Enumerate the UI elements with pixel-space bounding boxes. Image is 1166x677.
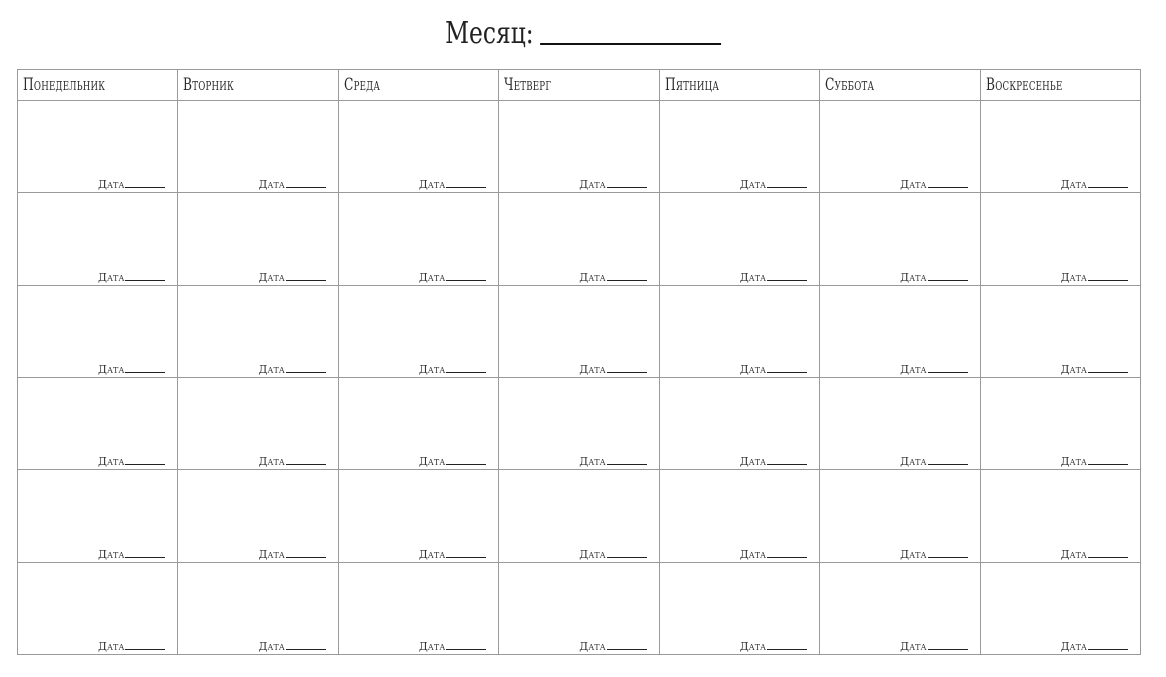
calendar-day-cell[interactable] — [820, 377, 980, 469]
calendar-day-cell[interactable] — [178, 377, 338, 469]
date-label: Дата — [579, 270, 606, 284]
calendar-day-cell[interactable] — [659, 101, 819, 193]
date-label: Дата — [579, 547, 606, 561]
calendar-day-cell[interactable] — [178, 470, 338, 562]
date-field — [98, 271, 165, 284]
calendar-day-cell[interactable] — [18, 193, 178, 285]
date-blank-line[interactable] — [125, 557, 165, 558]
calendar-day-cell[interactable] — [338, 101, 498, 193]
date-blank-line[interactable] — [125, 464, 165, 465]
date-blank-line[interactable] — [607, 187, 647, 188]
date-label: Дата — [418, 362, 446, 376]
date-blank-line[interactable] — [928, 372, 968, 373]
date-blank-line[interactable] — [286, 464, 326, 465]
date-field — [258, 178, 325, 191]
weekday-header-thursday — [499, 70, 659, 101]
date-label: Дата — [1060, 178, 1087, 192]
date-label: Дата — [739, 455, 767, 469]
date-label: Дата — [900, 178, 927, 192]
date-field — [1061, 455, 1128, 468]
calendar-day-cell[interactable] — [18, 285, 178, 377]
calendar-day-cell[interactable] — [499, 101, 659, 193]
date-label: Дата — [98, 362, 125, 376]
weekday-header-monday — [18, 70, 178, 101]
weekday-header-saturday — [820, 70, 980, 101]
weekday-label: Понедельник — [23, 75, 106, 95]
calendar-week-row — [18, 101, 1141, 193]
date-field — [740, 640, 807, 653]
calendar-day-cell[interactable] — [980, 285, 1140, 377]
date-field — [900, 363, 967, 376]
date-field — [740, 363, 807, 376]
date-label: Дата — [900, 547, 927, 561]
date-blank-line[interactable] — [125, 649, 165, 650]
date-blank-line[interactable] — [928, 464, 968, 465]
date-field — [419, 455, 486, 468]
date-blank-line[interactable] — [286, 280, 326, 281]
date-label: Дата — [739, 178, 767, 192]
weekday-label: Суббота — [825, 75, 875, 95]
calendar-day-cell[interactable] — [980, 193, 1140, 285]
date-label: Дата — [418, 640, 446, 653]
calendar-day-cell[interactable] — [980, 562, 1140, 654]
calendar-day-cell[interactable] — [659, 285, 819, 377]
calendar-day-cell[interactable] — [659, 377, 819, 469]
date-blank-line[interactable] — [446, 280, 486, 281]
date-blank-line[interactable] — [286, 187, 326, 188]
date-blank-line[interactable] — [767, 557, 807, 558]
date-blank-line[interactable] — [446, 187, 486, 188]
date-blank-line[interactable] — [928, 187, 968, 188]
weekday-header-sunday — [980, 70, 1140, 101]
date-blank-line[interactable] — [607, 557, 647, 558]
date-field — [419, 271, 486, 284]
calendar-grid — [17, 69, 1141, 655]
date-blank-line[interactable] — [286, 557, 326, 558]
date-blank-line[interactable] — [1088, 464, 1128, 465]
calendar-day-cell[interactable] — [820, 285, 980, 377]
calendar-week-row — [18, 193, 1141, 285]
date-label: Дата — [418, 178, 446, 192]
date-field — [419, 363, 486, 376]
date-label: Дата — [579, 640, 606, 653]
date-label: Дата — [579, 362, 606, 376]
calendar-day-cell[interactable] — [338, 377, 498, 469]
date-label: Дата — [98, 547, 125, 561]
date-label: Дата — [579, 455, 606, 469]
date-label: Дата — [258, 270, 285, 284]
calendar-day-cell[interactable] — [980, 377, 1140, 469]
date-blank-line[interactable] — [767, 280, 807, 281]
date-label: Дата — [739, 547, 767, 561]
date-field — [900, 548, 967, 561]
date-blank-line[interactable] — [1088, 557, 1128, 558]
date-label: Дата — [258, 455, 285, 469]
weekday-label: Пятница — [664, 75, 719, 95]
date-blank-line[interactable] — [767, 464, 807, 465]
date-blank-line[interactable] — [1088, 280, 1128, 281]
date-label: Дата — [739, 640, 767, 653]
date-label: Дата — [258, 362, 285, 376]
month-label: Месяц: — [445, 16, 534, 51]
calendar-day-cell[interactable] — [18, 101, 178, 193]
date-blank-line[interactable] — [446, 372, 486, 373]
calendar-day-cell[interactable] — [338, 193, 498, 285]
calendar-day-cell[interactable] — [659, 562, 819, 654]
date-blank-line[interactable] — [125, 372, 165, 373]
month-blank-line[interactable] — [540, 42, 721, 45]
date-label: Дата — [418, 270, 446, 284]
date-field — [740, 178, 807, 191]
date-label: Дата — [418, 455, 446, 469]
date-field — [258, 271, 325, 284]
calendar-day-cell[interactable] — [18, 562, 178, 654]
date-label: Дата — [98, 178, 125, 192]
date-field — [579, 548, 646, 561]
date-blank-line[interactable] — [607, 649, 647, 650]
date-label: Дата — [900, 455, 927, 469]
date-field — [579, 363, 646, 376]
date-field — [1061, 548, 1128, 561]
calendar-day-cell[interactable] — [659, 470, 819, 562]
date-label: Дата — [258, 640, 285, 653]
calendar-day-cell[interactable] — [499, 193, 659, 285]
date-field — [579, 640, 646, 653]
date-field — [579, 271, 646, 284]
weekday-header-tuesday — [178, 70, 338, 101]
weekday-label: Среда — [343, 75, 381, 95]
calendar-day-cell[interactable] — [499, 377, 659, 469]
date-field — [419, 548, 486, 561]
date-field — [258, 640, 325, 653]
calendar-day-cell[interactable] — [980, 101, 1140, 193]
date-field — [740, 271, 807, 284]
date-field — [740, 455, 807, 468]
date-field — [98, 178, 165, 191]
date-blank-line[interactable] — [286, 649, 326, 650]
calendar-day-cell[interactable] — [18, 377, 178, 469]
calendar-body — [18, 101, 1141, 655]
date-blank-line[interactable] — [446, 649, 486, 650]
calendar-day-cell[interactable] — [178, 285, 338, 377]
date-field — [900, 640, 967, 653]
date-field — [900, 178, 967, 191]
date-field — [1061, 363, 1128, 376]
weekday-label: Воскресенье — [985, 75, 1063, 95]
weekday-header-wednesday — [338, 70, 498, 101]
date-field — [258, 548, 325, 561]
weekday-header-friday — [659, 70, 819, 101]
date-label: Дата — [739, 270, 767, 284]
date-label: Дата — [900, 362, 927, 376]
calendar-day-cell[interactable] — [659, 193, 819, 285]
date-field — [98, 548, 165, 561]
weekday-label: Вторник — [183, 75, 235, 95]
calendar-week-row — [18, 562, 1141, 654]
date-field — [258, 363, 325, 376]
date-field — [900, 455, 967, 468]
calendar-title — [128, 10, 1037, 58]
calendar-day-cell[interactable] — [178, 193, 338, 285]
calendar-week-row — [18, 285, 1141, 377]
date-field — [258, 455, 325, 468]
calendar-day-cell[interactable] — [338, 470, 498, 562]
date-label: Дата — [98, 455, 125, 469]
date-field — [740, 548, 807, 561]
calendar-day-cell[interactable] — [980, 470, 1140, 562]
date-label: Дата — [739, 362, 767, 376]
calendar-day-cell[interactable] — [178, 101, 338, 193]
date-field — [419, 178, 486, 191]
date-blank-line[interactable] — [767, 649, 807, 650]
calendar-week-row — [18, 377, 1141, 469]
date-field — [1061, 640, 1128, 653]
date-blank-line[interactable] — [446, 464, 486, 465]
date-label: Дата — [258, 547, 285, 561]
date-blank-line[interactable] — [607, 464, 647, 465]
date-field — [1061, 178, 1128, 191]
date-label: Дата — [1060, 362, 1087, 376]
calendar-day-cell[interactable] — [338, 562, 498, 654]
date-field — [98, 363, 165, 376]
date-blank-line[interactable] — [1088, 649, 1128, 650]
calendar-day-cell[interactable] — [499, 285, 659, 377]
date-label: Дата — [1060, 455, 1087, 469]
date-field — [579, 455, 646, 468]
calendar-day-cell[interactable] — [820, 193, 980, 285]
date-label: Дата — [1060, 640, 1087, 653]
date-blank-line[interactable] — [607, 280, 647, 281]
date-label: Дата — [1060, 547, 1087, 561]
date-blank-line[interactable] — [1088, 372, 1128, 373]
date-label: Дата — [258, 178, 285, 192]
date-blank-line[interactable] — [607, 372, 647, 373]
date-blank-line[interactable] — [1088, 187, 1128, 188]
date-blank-line[interactable] — [125, 187, 165, 188]
date-blank-line[interactable] — [928, 557, 968, 558]
calendar-day-cell[interactable] — [820, 470, 980, 562]
date-blank-line[interactable] — [928, 649, 968, 650]
date-field — [98, 455, 165, 468]
date-label: Дата — [98, 270, 125, 284]
date-field — [900, 271, 967, 284]
date-blank-line[interactable] — [286, 372, 326, 373]
date-label: Дата — [900, 640, 927, 653]
calendar-day-cell[interactable] — [820, 562, 980, 654]
date-blank-line[interactable] — [446, 557, 486, 558]
weekday-label: Четверг — [504, 75, 552, 95]
date-blank-line[interactable] — [125, 280, 165, 281]
weekday-header-row — [18, 70, 1141, 101]
date-label: Дата — [579, 178, 606, 192]
calendar-week-row — [18, 470, 1141, 562]
calendar-day-cell[interactable] — [499, 562, 659, 654]
calendar-day-cell[interactable] — [18, 470, 178, 562]
date-field — [98, 640, 165, 653]
calendar-day-cell[interactable] — [820, 101, 980, 193]
calendar-day-cell[interactable] — [178, 562, 338, 654]
calendar-day-cell[interactable] — [338, 285, 498, 377]
date-label: Дата — [98, 640, 125, 653]
date-field — [579, 178, 646, 191]
date-label: Дата — [418, 547, 446, 561]
date-blank-line[interactable] — [928, 280, 968, 281]
date-blank-line[interactable] — [767, 187, 807, 188]
date-blank-line[interactable] — [767, 372, 807, 373]
date-field — [419, 640, 486, 653]
date-label: Дата — [1060, 270, 1087, 284]
date-field — [1061, 271, 1128, 284]
date-label: Дата — [900, 270, 927, 284]
calendar-day-cell[interactable] — [499, 470, 659, 562]
